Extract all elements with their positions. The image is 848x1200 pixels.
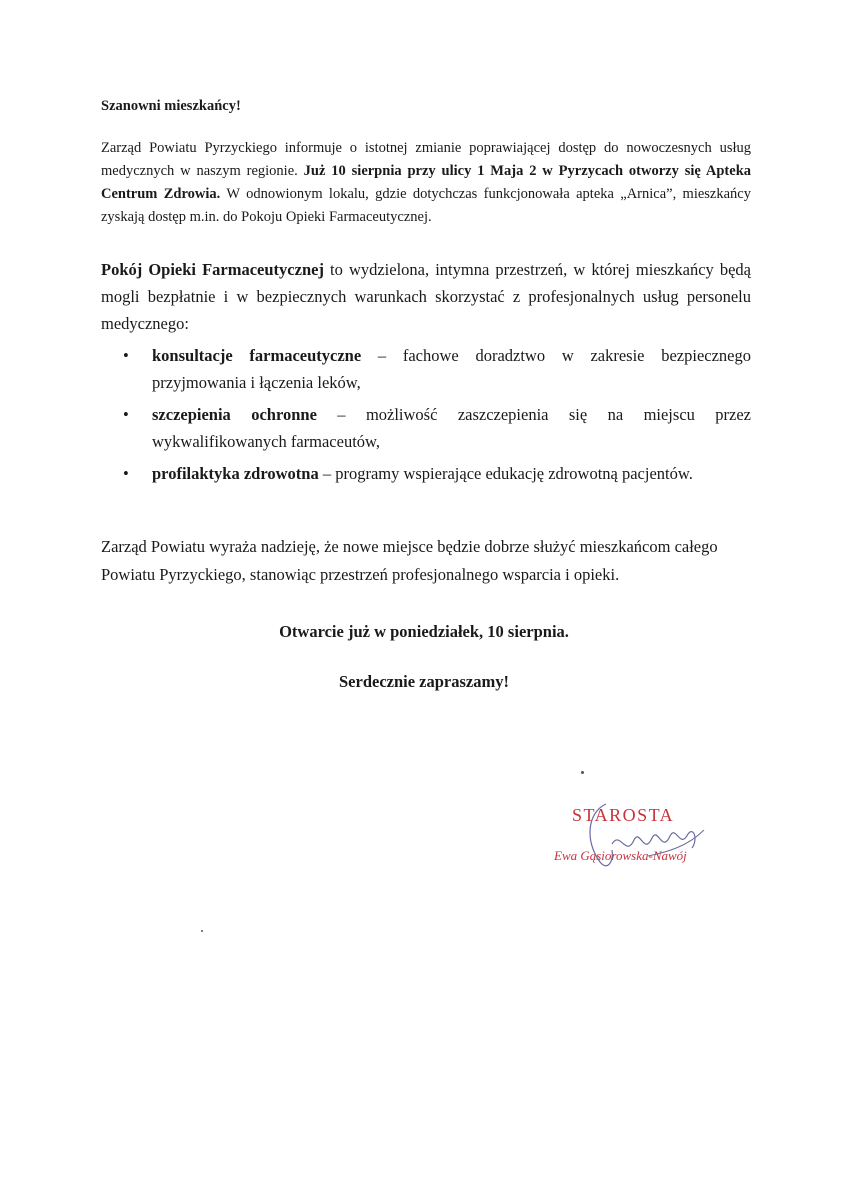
bullet-icon: • <box>123 405 129 424</box>
service-description: – fachowe doradztwo w zakresie bezpiecznego przyjmowania i łączenia leków, <box>152 346 751 392</box>
handwritten-signature-icon <box>548 800 728 880</box>
care-room-description: to wydzielona, intymna przestrzeń, w której mieszkańcy będą mogli bezpłatnie i w bezpiecznych warunkach skorzystać z profesjonalnych usług personelu medycznego: <box>101 260 752 333</box>
service-term: konsultacje farmaceutyczne <box>152 346 362 365</box>
opening-date-highlight: Już 10 sierpnia przy ulicy 1 Maja 2 w Pyrzycach otworzy się Apteka Centrum Zdrowia. <box>101 163 752 202</box>
signature-title: STAROSTA <box>572 805 675 825</box>
care-room-term: Pokój Opieki Farmaceutycznej <box>101 260 324 279</box>
invitation: Serdecznie zapraszamy! <box>339 672 509 691</box>
list-item <box>101 401 751 455</box>
care-room-paragraph <box>101 256 751 337</box>
bullet-icon: • <box>123 464 129 483</box>
signature-name: Ewa Gąsiorowska-Nawój <box>554 848 687 863</box>
service-description: – możliwość zaszczepienia się na miejscu przez wykwalifikowanych farmaceutów, <box>152 405 751 451</box>
service-term: szczepienia ochronne <box>152 405 317 424</box>
closing-paragraph: Zarząd Powiatu wyraża nadzieję, że nowe miejsce będzie dobrze służyć mieszkańcom całego Powiatu Pyrzyckiego, stanowiąc przestrzeń profesjonalnego wsparcia i opieki. <box>101 537 718 584</box>
list-item <box>101 460 751 487</box>
intro-paragraph <box>101 137 751 229</box>
services-list <box>101 342 751 492</box>
intro-text: Zarząd Powiatu Pyrzyckiego informuje o istotnej zmianie poprawiającej dostęp do nowoczesnych usług medycznych w naszym regionie. <box>101 140 751 179</box>
signature-stamp <box>548 800 728 880</box>
greeting: Szanowni mieszkańcy! <box>101 98 241 114</box>
list-item <box>101 342 751 396</box>
intro-rest-text: W odnowionym lokalu, gdzie dotychczas funkcjonowała apteka „Arnica”, mieszkańcy zyskają dostęp m.in. do Pokoju Opieki Farmaceutycznej. <box>101 186 751 225</box>
scan-speck <box>201 930 203 932</box>
bullet-icon: • <box>123 346 129 365</box>
opening-announcement: Otwarcie już w poniedziałek, 10 sierpnia. <box>279 622 569 641</box>
service-description: – programy wspierające edukację zdrowotną pacjentów. <box>318 464 693 483</box>
scan-speck <box>581 771 584 774</box>
service-term: profilaktyka zdrowotna <box>152 464 319 483</box>
